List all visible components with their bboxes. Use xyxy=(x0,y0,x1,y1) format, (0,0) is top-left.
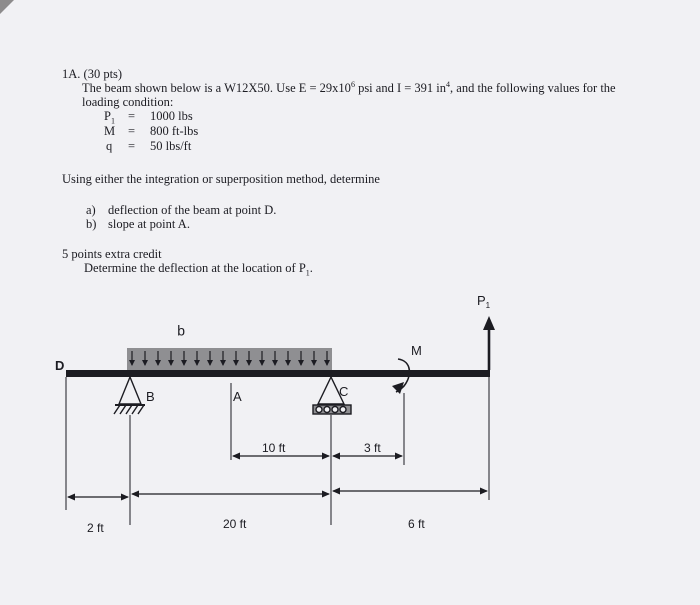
exponent-6: 6 xyxy=(350,80,355,89)
p-label-text: P xyxy=(477,293,486,308)
method-line: Using either the integration or superposition method, determine xyxy=(62,172,380,186)
part-a-text: deflection of the beam at point D. xyxy=(108,203,277,217)
point-load-p-label xyxy=(477,293,491,310)
load-value-m: 800 ft-lbs xyxy=(150,124,199,138)
dimension-6ft: 6 ft xyxy=(408,517,425,531)
point-d-label: D xyxy=(55,358,65,373)
exponent-4: 4 xyxy=(446,80,451,89)
dimension-10ft: 10 ft xyxy=(262,441,286,455)
extra-text: Determine the deflection at the location of P xyxy=(84,261,306,275)
load-symbol: P xyxy=(104,109,111,123)
distributed-load-q-label: q xyxy=(177,325,185,341)
load-eq: = xyxy=(128,124,136,138)
dimension-20ft: 20 ft xyxy=(223,517,247,531)
load-value-p1: 1000 lbs xyxy=(150,109,193,123)
load-value-q: 50 lbs/ft xyxy=(150,139,192,153)
dimension-arrows xyxy=(68,456,487,497)
problem-header: 1A. (30 pts) xyxy=(62,67,123,81)
part-b-tag: b) xyxy=(86,217,97,231)
intro-line-2: loading condition: xyxy=(82,95,174,109)
extra-credit-title: 5 points extra credit xyxy=(62,247,162,261)
moment-m-label: M xyxy=(411,343,422,358)
point-load-p1-arrow xyxy=(483,316,495,370)
intro-text-b: psi and I = 391 in xyxy=(354,81,447,96)
dimension-3ft: 3 ft xyxy=(364,441,381,455)
intro-text-a: The beam shown below is a W12X50. Use E = 29x10 xyxy=(82,81,351,96)
dimension-2ft: 2 ft xyxy=(87,521,104,535)
load-eq: = xyxy=(128,139,136,153)
part-b-text: slope at point A. xyxy=(108,217,190,231)
load-subscript: 1 xyxy=(110,116,115,126)
extra-subscript: 1 xyxy=(305,268,310,278)
p-label-subscript: 1 xyxy=(485,301,491,310)
load-eq: = xyxy=(128,109,136,123)
extra-period: . xyxy=(309,261,313,275)
point-a-label: A xyxy=(233,389,242,404)
intro-text-c: , and the following values for the xyxy=(450,81,616,96)
pin-support-b xyxy=(114,377,145,414)
load-symbol-m: M xyxy=(104,124,116,138)
load-symbol-q: q xyxy=(106,139,113,153)
part-a-tag: a) xyxy=(86,203,96,217)
beam xyxy=(66,370,490,377)
point-c-label: C xyxy=(339,384,349,399)
point-b-label: B xyxy=(146,389,155,404)
